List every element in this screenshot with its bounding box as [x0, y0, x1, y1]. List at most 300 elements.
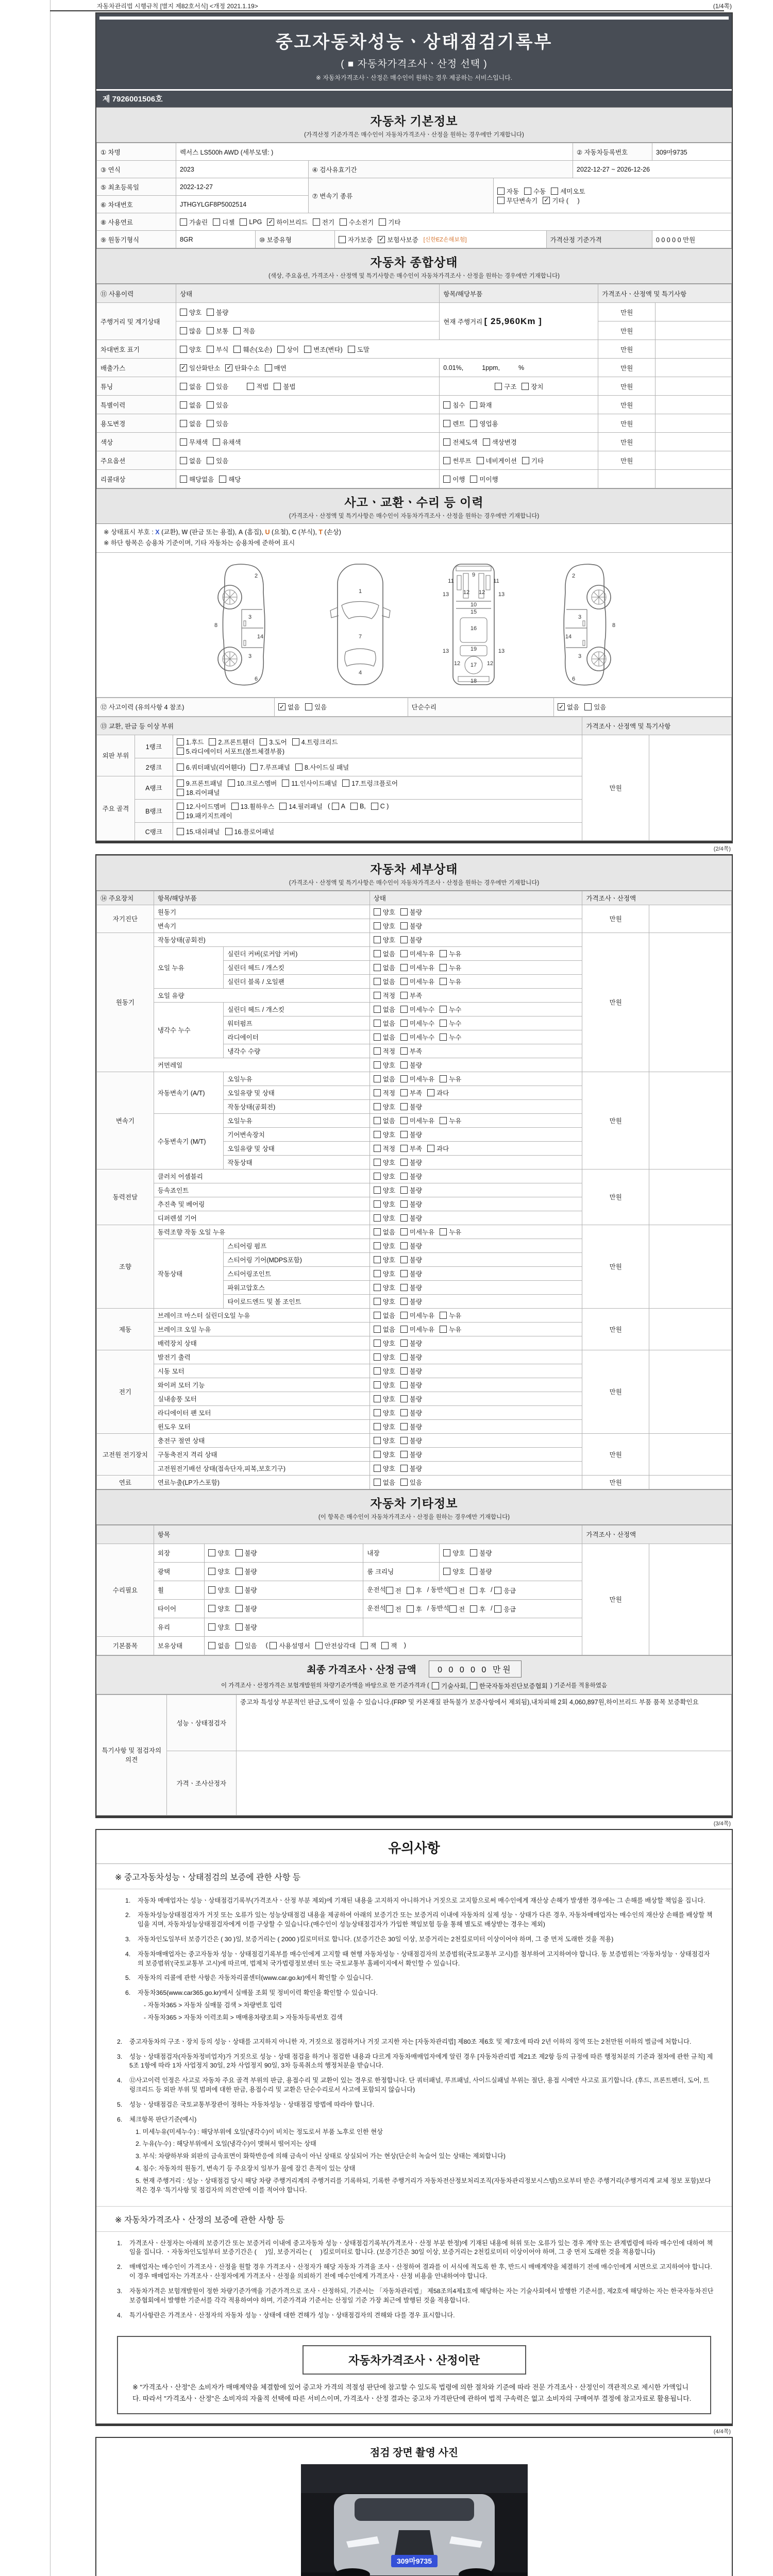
- checkbox[interactable]: [374, 1213, 395, 1223]
- checkbox-box[interactable]: [522, 383, 529, 390]
- checkbox-box[interactable]: [400, 1256, 408, 1263]
- checkbox[interactable]: [497, 196, 537, 205]
- checkbox[interactable]: [440, 963, 461, 972]
- checkbox[interactable]: [371, 803, 389, 810]
- checkbox-box[interactable]: [470, 1682, 477, 1689]
- checkbox[interactable]: [400, 1130, 422, 1139]
- checkbox-box[interactable]: [374, 908, 381, 916]
- checkbox-box[interactable]: [400, 1409, 408, 1416]
- checkbox[interactable]: [470, 474, 498, 484]
- checkbox[interactable]: [483, 437, 517, 447]
- checkbox-box[interactable]: [207, 327, 214, 334]
- checkbox-box[interactable]: [400, 1006, 408, 1013]
- checkbox-box[interactable]: [279, 803, 287, 810]
- checkbox-box[interactable]: [427, 1145, 434, 1152]
- checkbox-box[interactable]: [208, 1549, 215, 1556]
- checkbox[interactable]: [449, 1604, 465, 1614]
- checkbox-box[interactable]: [233, 327, 241, 334]
- checkbox-box[interactable]: [374, 1242, 381, 1249]
- checkbox-box[interactable]: [180, 218, 187, 226]
- checkbox[interactable]: [440, 1005, 461, 1014]
- checkbox-box[interactable]: [209, 738, 216, 745]
- checkbox-box[interactable]: [443, 1568, 450, 1575]
- checkbox[interactable]: [374, 1478, 395, 1487]
- checkbox-box[interactable]: [374, 1326, 381, 1333]
- checkbox-box[interactable]: [225, 364, 232, 371]
- checkbox-box[interactable]: [180, 457, 187, 464]
- checkbox[interactable]: [584, 702, 606, 711]
- checkbox-box[interactable]: [440, 964, 447, 971]
- checkbox-box[interactable]: [207, 457, 214, 464]
- checkbox[interactable]: [374, 1422, 395, 1431]
- checkbox[interactable]: [400, 1102, 422, 1111]
- checkbox-box[interactable]: [231, 803, 239, 810]
- checkbox-box[interactable]: [374, 1284, 381, 1291]
- checkbox[interactable]: [400, 1185, 422, 1195]
- checkbox[interactable]: [400, 1338, 422, 1348]
- checkbox-box[interactable]: [208, 1568, 215, 1575]
- checkbox[interactable]: [400, 1380, 422, 1389]
- checkbox-box[interactable]: [207, 346, 214, 353]
- checkbox[interactable]: [400, 1088, 422, 1097]
- checkbox-box[interactable]: [236, 1623, 243, 1631]
- checkbox-box[interactable]: [400, 978, 408, 985]
- checkbox[interactable]: [400, 1116, 434, 1125]
- checkbox-box[interactable]: [236, 1586, 243, 1594]
- checkbox[interactable]: [400, 977, 434, 986]
- checkbox-box[interactable]: [374, 1228, 381, 1235]
- checkbox-box[interactable]: [374, 1089, 381, 1096]
- checkbox-box[interactable]: [470, 420, 477, 427]
- checkbox[interactable]: [400, 1005, 434, 1014]
- checkbox[interactable]: [400, 1019, 434, 1028]
- checkbox-box[interactable]: [374, 992, 381, 999]
- checkbox[interactable]: [177, 778, 223, 788]
- checkbox[interactable]: [440, 1311, 461, 1320]
- checkbox[interactable]: [180, 400, 201, 410]
- checkbox-box[interactable]: [558, 703, 565, 710]
- checkbox-box[interactable]: [342, 779, 349, 787]
- checkbox-box[interactable]: [400, 1033, 408, 1041]
- checkbox[interactable]: [374, 1158, 395, 1167]
- checkbox[interactable]: [470, 1548, 492, 1557]
- checkbox[interactable]: [374, 1450, 395, 1459]
- checkbox[interactable]: [292, 737, 338, 747]
- checkbox-box[interactable]: [400, 1242, 408, 1249]
- checkbox-box[interactable]: [427, 1089, 434, 1096]
- checkbox-box[interactable]: [449, 1587, 457, 1594]
- checkbox[interactable]: [407, 1586, 422, 1595]
- checkbox[interactable]: [374, 1046, 395, 1056]
- checkbox[interactable]: [374, 1352, 395, 1362]
- checkbox-box[interactable]: [400, 1381, 408, 1388]
- checkbox[interactable]: [180, 345, 201, 354]
- checkbox[interactable]: [374, 935, 395, 944]
- checkbox[interactable]: [440, 1227, 461, 1236]
- checkbox[interactable]: [440, 949, 461, 958]
- checkbox-box[interactable]: [400, 1228, 408, 1235]
- checkbox-box[interactable]: [494, 1587, 501, 1594]
- checkbox[interactable]: [304, 345, 343, 354]
- checkbox-box[interactable]: [374, 1353, 381, 1361]
- checkbox-box[interactable]: [400, 1451, 408, 1458]
- checkbox-box[interactable]: [400, 1340, 408, 1347]
- checkbox[interactable]: [440, 1032, 461, 1042]
- checkbox-checked[interactable]: [543, 196, 579, 205]
- checkbox[interactable]: [440, 1325, 461, 1334]
- checkbox[interactable]: [265, 363, 287, 372]
- checkbox-box[interactable]: [400, 1270, 408, 1277]
- checkbox[interactable]: [231, 802, 275, 811]
- checkbox-box[interactable]: [374, 1256, 381, 1263]
- checkbox[interactable]: [236, 1567, 257, 1576]
- checkbox[interactable]: [374, 1255, 395, 1264]
- checkbox[interactable]: [400, 1241, 422, 1250]
- checkbox[interactable]: [208, 1604, 230, 1613]
- checkbox-box[interactable]: [374, 1200, 381, 1208]
- checkbox[interactable]: [432, 1681, 468, 1690]
- checkbox-box[interactable]: [400, 1089, 408, 1096]
- checkbox[interactable]: [400, 1366, 422, 1376]
- checkbox-box[interactable]: [400, 1187, 408, 1194]
- checkbox-box[interactable]: [267, 218, 274, 226]
- checkbox[interactable]: [400, 1060, 422, 1070]
- checkbox[interactable]: [250, 762, 290, 772]
- checkbox[interactable]: [379, 217, 400, 227]
- checkbox-box[interactable]: [378, 236, 385, 243]
- checkbox[interactable]: [374, 1394, 395, 1403]
- checkbox[interactable]: [494, 1586, 516, 1595]
- checkbox-box[interactable]: [374, 1187, 381, 1194]
- checkbox[interactable]: [208, 1622, 230, 1632]
- checkbox-checked[interactable]: [180, 363, 220, 372]
- checkbox[interactable]: [219, 474, 241, 484]
- checkbox-box[interactable]: [265, 364, 272, 371]
- checkbox[interactable]: [400, 1464, 422, 1473]
- checkbox-box[interactable]: [432, 1682, 439, 1689]
- checkbox[interactable]: [374, 1116, 395, 1125]
- checkbox[interactable]: [495, 382, 516, 391]
- checkbox-box[interactable]: [443, 476, 450, 483]
- checkbox-box[interactable]: [236, 1568, 243, 1575]
- checkbox-box[interactable]: [497, 188, 505, 195]
- checkbox-box[interactable]: [400, 1465, 408, 1472]
- checkbox-box[interactable]: [477, 457, 484, 464]
- checkbox-box[interactable]: [374, 1075, 381, 1082]
- checkbox[interactable]: [277, 345, 299, 354]
- checkbox-box[interactable]: [400, 1298, 408, 1305]
- checkbox[interactable]: [386, 1604, 401, 1614]
- checkbox-box[interactable]: [374, 1298, 381, 1305]
- checkbox-box[interactable]: [374, 1103, 381, 1110]
- checkbox[interactable]: [400, 1269, 422, 1278]
- checkbox-box[interactable]: [180, 327, 187, 334]
- checkbox[interactable]: [374, 1269, 395, 1278]
- checkbox-box[interactable]: [374, 1214, 381, 1222]
- checkbox-box[interactable]: [339, 236, 346, 243]
- checkbox-box[interactable]: [522, 457, 529, 464]
- checkbox-box[interactable]: [470, 476, 477, 483]
- checkbox[interactable]: [247, 382, 268, 391]
- checkbox[interactable]: [400, 1422, 422, 1431]
- checkbox-box[interactable]: [236, 1605, 243, 1612]
- checkbox-box[interactable]: [470, 1549, 477, 1556]
- checkbox-box[interactable]: [177, 764, 184, 771]
- checkbox-box[interactable]: [208, 1642, 215, 1649]
- checkbox[interactable]: [374, 1408, 395, 1417]
- checkbox-box[interactable]: [361, 1642, 368, 1649]
- checkbox-box[interactable]: [440, 1006, 447, 1013]
- checkbox-box[interactable]: [524, 188, 531, 195]
- checkbox[interactable]: [374, 1338, 395, 1348]
- checkbox-box[interactable]: [250, 764, 258, 771]
- checkbox[interactable]: [524, 187, 546, 196]
- checkbox-box[interactable]: [374, 1117, 381, 1124]
- checkbox[interactable]: [209, 737, 255, 747]
- checkbox-box[interactable]: [219, 476, 226, 483]
- checkbox-box[interactable]: [584, 703, 592, 710]
- checkbox-box[interactable]: [495, 383, 502, 390]
- checkbox-box[interactable]: [400, 1437, 408, 1444]
- checkbox-box[interactable]: [177, 748, 184, 755]
- checkbox[interactable]: [282, 778, 337, 788]
- checkbox[interactable]: [470, 1681, 548, 1690]
- checkbox[interactable]: [177, 811, 232, 820]
- checkbox[interactable]: [374, 1311, 395, 1320]
- checkbox[interactable]: [374, 1436, 395, 1445]
- checkbox-box[interactable]: [449, 1605, 457, 1613]
- checkbox-box[interactable]: [340, 218, 347, 226]
- checkbox-box[interactable]: [400, 1117, 408, 1124]
- checkbox-box[interactable]: [374, 1381, 381, 1388]
- checkbox[interactable]: [305, 702, 327, 711]
- checkbox[interactable]: [400, 1325, 434, 1334]
- checkbox-box[interactable]: [400, 1061, 408, 1069]
- checkbox[interactable]: [180, 326, 201, 335]
- checkbox-box[interactable]: [374, 1451, 381, 1458]
- checkbox[interactable]: [177, 788, 220, 797]
- checkbox-box[interactable]: [551, 188, 558, 195]
- checkbox-checked[interactable]: [225, 363, 259, 372]
- checkbox[interactable]: [400, 1158, 422, 1167]
- checkbox-box[interactable]: [374, 1312, 381, 1319]
- checkbox[interactable]: [313, 217, 334, 227]
- checkbox-box[interactable]: [374, 922, 381, 929]
- checkbox-box[interactable]: [180, 401, 187, 409]
- checkbox-box[interactable]: [400, 922, 408, 929]
- checkbox-box[interactable]: [277, 346, 284, 353]
- checkbox[interactable]: [400, 1450, 422, 1459]
- checkbox[interactable]: [207, 419, 228, 428]
- checkbox[interactable]: [233, 326, 255, 335]
- checkbox-box[interactable]: [207, 401, 214, 409]
- checkbox[interactable]: [551, 187, 585, 196]
- checkbox-box[interactable]: [400, 908, 408, 916]
- checkbox[interactable]: [177, 762, 245, 772]
- checkbox-box[interactable]: [374, 950, 381, 957]
- checkbox-box[interactable]: [371, 803, 378, 810]
- checkbox-box[interactable]: [400, 950, 408, 957]
- checkbox-box[interactable]: [180, 438, 187, 446]
- checkbox-box[interactable]: [304, 346, 311, 353]
- checkbox[interactable]: [470, 400, 492, 410]
- checkbox[interactable]: [260, 737, 287, 747]
- checkbox-box[interactable]: [236, 1549, 243, 1556]
- checkbox-box[interactable]: [348, 346, 355, 353]
- checkbox-box[interactable]: [260, 738, 267, 745]
- checkbox-box[interactable]: [180, 309, 187, 316]
- checkbox[interactable]: [274, 382, 295, 391]
- checkbox[interactable]: [236, 1622, 257, 1632]
- checkbox-box[interactable]: [278, 703, 285, 710]
- checkbox[interactable]: [180, 456, 201, 465]
- checkbox-box[interactable]: [440, 1033, 447, 1041]
- checkbox[interactable]: [236, 1585, 257, 1595]
- checkbox[interactable]: [400, 991, 422, 1000]
- checkbox[interactable]: [400, 963, 434, 972]
- checkbox-box[interactable]: [440, 1326, 447, 1333]
- checkbox-box[interactable]: [400, 1020, 408, 1027]
- checkbox-box[interactable]: [443, 420, 450, 427]
- checkbox[interactable]: [236, 1548, 257, 1557]
- checkbox-box[interactable]: [315, 1642, 323, 1649]
- checkbox-box[interactable]: [386, 1587, 393, 1594]
- checkbox[interactable]: [470, 419, 498, 428]
- checkbox-box[interactable]: [400, 964, 408, 971]
- checkbox-box[interactable]: [440, 950, 447, 957]
- checkbox[interactable]: [443, 1548, 465, 1557]
- checkbox[interactable]: [470, 1586, 485, 1595]
- checkbox[interactable]: [361, 1641, 376, 1650]
- checkbox-box[interactable]: [374, 1131, 381, 1138]
- checkbox[interactable]: [400, 1172, 422, 1181]
- checkbox-box[interactable]: [374, 1367, 381, 1375]
- checkbox-box[interactable]: [379, 218, 386, 226]
- checkbox-box[interactable]: [180, 420, 187, 427]
- checkbox-box[interactable]: [208, 1586, 215, 1594]
- checkbox[interactable]: [180, 474, 214, 484]
- checkbox[interactable]: [207, 400, 228, 410]
- checkbox-box[interactable]: [177, 738, 184, 745]
- checkbox-box[interactable]: [374, 1465, 381, 1472]
- checkbox[interactable]: [407, 1604, 422, 1614]
- checkbox[interactable]: [207, 326, 228, 335]
- checkbox[interactable]: [374, 1032, 395, 1042]
- checkbox[interactable]: [177, 802, 226, 811]
- checkbox[interactable]: [400, 1032, 434, 1042]
- checkbox[interactable]: [374, 1366, 395, 1376]
- checkbox[interactable]: [400, 1408, 422, 1417]
- checkbox[interactable]: [374, 977, 395, 986]
- checkbox[interactable]: [208, 1585, 230, 1595]
- checkbox-box[interactable]: [207, 420, 214, 427]
- checkbox[interactable]: [400, 1297, 422, 1306]
- checkbox[interactable]: [443, 1567, 465, 1576]
- checkbox[interactable]: [440, 1074, 461, 1083]
- checkbox[interactable]: [374, 1088, 395, 1097]
- checkbox-box[interactable]: [270, 1642, 277, 1649]
- checkbox-box[interactable]: [374, 1479, 381, 1486]
- checkbox-box[interactable]: [400, 1423, 408, 1430]
- checkbox[interactable]: [374, 1185, 395, 1195]
- checkbox-box[interactable]: [374, 964, 381, 971]
- checkbox[interactable]: [236, 1604, 257, 1613]
- checkbox[interactable]: [236, 1641, 257, 1650]
- checkbox[interactable]: [180, 382, 201, 391]
- checkbox-box[interactable]: [440, 1020, 447, 1027]
- checkbox-box[interactable]: [443, 438, 450, 446]
- checkbox-box[interactable]: [400, 1367, 408, 1375]
- checkbox[interactable]: [374, 1019, 395, 1028]
- checkbox[interactable]: [374, 1380, 395, 1389]
- checkbox[interactable]: [400, 1074, 434, 1083]
- checkbox[interactable]: [400, 1352, 422, 1362]
- checkbox-box[interactable]: [374, 1395, 381, 1402]
- checkbox[interactable]: [400, 1199, 422, 1209]
- checkbox[interactable]: [208, 1641, 230, 1650]
- checkbox-box[interactable]: [207, 309, 214, 316]
- checkbox-box[interactable]: [282, 779, 289, 787]
- checkbox[interactable]: [180, 419, 201, 428]
- checkbox-checked[interactable]: [378, 235, 418, 244]
- checkbox-box[interactable]: [374, 936, 381, 943]
- checkbox[interactable]: [213, 217, 234, 227]
- checkbox-box[interactable]: [440, 978, 447, 985]
- checkbox-box[interactable]: [207, 383, 214, 390]
- checkbox[interactable]: [400, 1394, 422, 1403]
- checkbox-box[interactable]: [400, 936, 408, 943]
- checkbox[interactable]: [400, 1046, 422, 1056]
- checkbox[interactable]: [374, 1464, 395, 1473]
- checkbox[interactable]: [374, 963, 395, 972]
- checkbox[interactable]: [449, 1586, 465, 1595]
- checkbox[interactable]: [374, 1297, 395, 1306]
- checkbox-box[interactable]: [440, 1075, 447, 1082]
- checkbox-checked[interactable]: [558, 702, 579, 711]
- checkbox[interactable]: [374, 1130, 395, 1139]
- checkbox[interactable]: [477, 456, 517, 465]
- checkbox-box[interactable]: [400, 1200, 408, 1208]
- checkbox[interactable]: [494, 1604, 516, 1614]
- checkbox-box[interactable]: [228, 779, 235, 787]
- checkbox-box[interactable]: [374, 1270, 381, 1277]
- checkbox-box[interactable]: [313, 218, 320, 226]
- checkbox-box[interactable]: [407, 1587, 414, 1594]
- checkbox-box[interactable]: [374, 1423, 381, 1430]
- checkbox-box[interactable]: [374, 1033, 381, 1041]
- checkbox-box[interactable]: [208, 1623, 215, 1631]
- checkbox-box[interactable]: [400, 1326, 408, 1333]
- checkbox[interactable]: [240, 218, 262, 226]
- checkbox-box[interactable]: [292, 738, 299, 745]
- checkbox-box[interactable]: [233, 346, 241, 353]
- checkbox[interactable]: [443, 400, 465, 410]
- checkbox-box[interactable]: [381, 1642, 389, 1649]
- checkbox[interactable]: [315, 1641, 356, 1650]
- checkbox-box[interactable]: [305, 703, 312, 710]
- checkbox-box[interactable]: [400, 1479, 408, 1486]
- checkbox[interactable]: [400, 1144, 422, 1153]
- checkbox-box[interactable]: [400, 1131, 408, 1138]
- checkbox[interactable]: [180, 308, 201, 317]
- checkbox-box[interactable]: [177, 803, 184, 810]
- checkbox[interactable]: [386, 1586, 401, 1595]
- checkbox[interactable]: [270, 1641, 310, 1650]
- checkbox[interactable]: [332, 803, 345, 810]
- checkbox-box[interactable]: [374, 978, 381, 985]
- checkbox-box[interactable]: [374, 1409, 381, 1416]
- checkbox-box[interactable]: [274, 383, 281, 390]
